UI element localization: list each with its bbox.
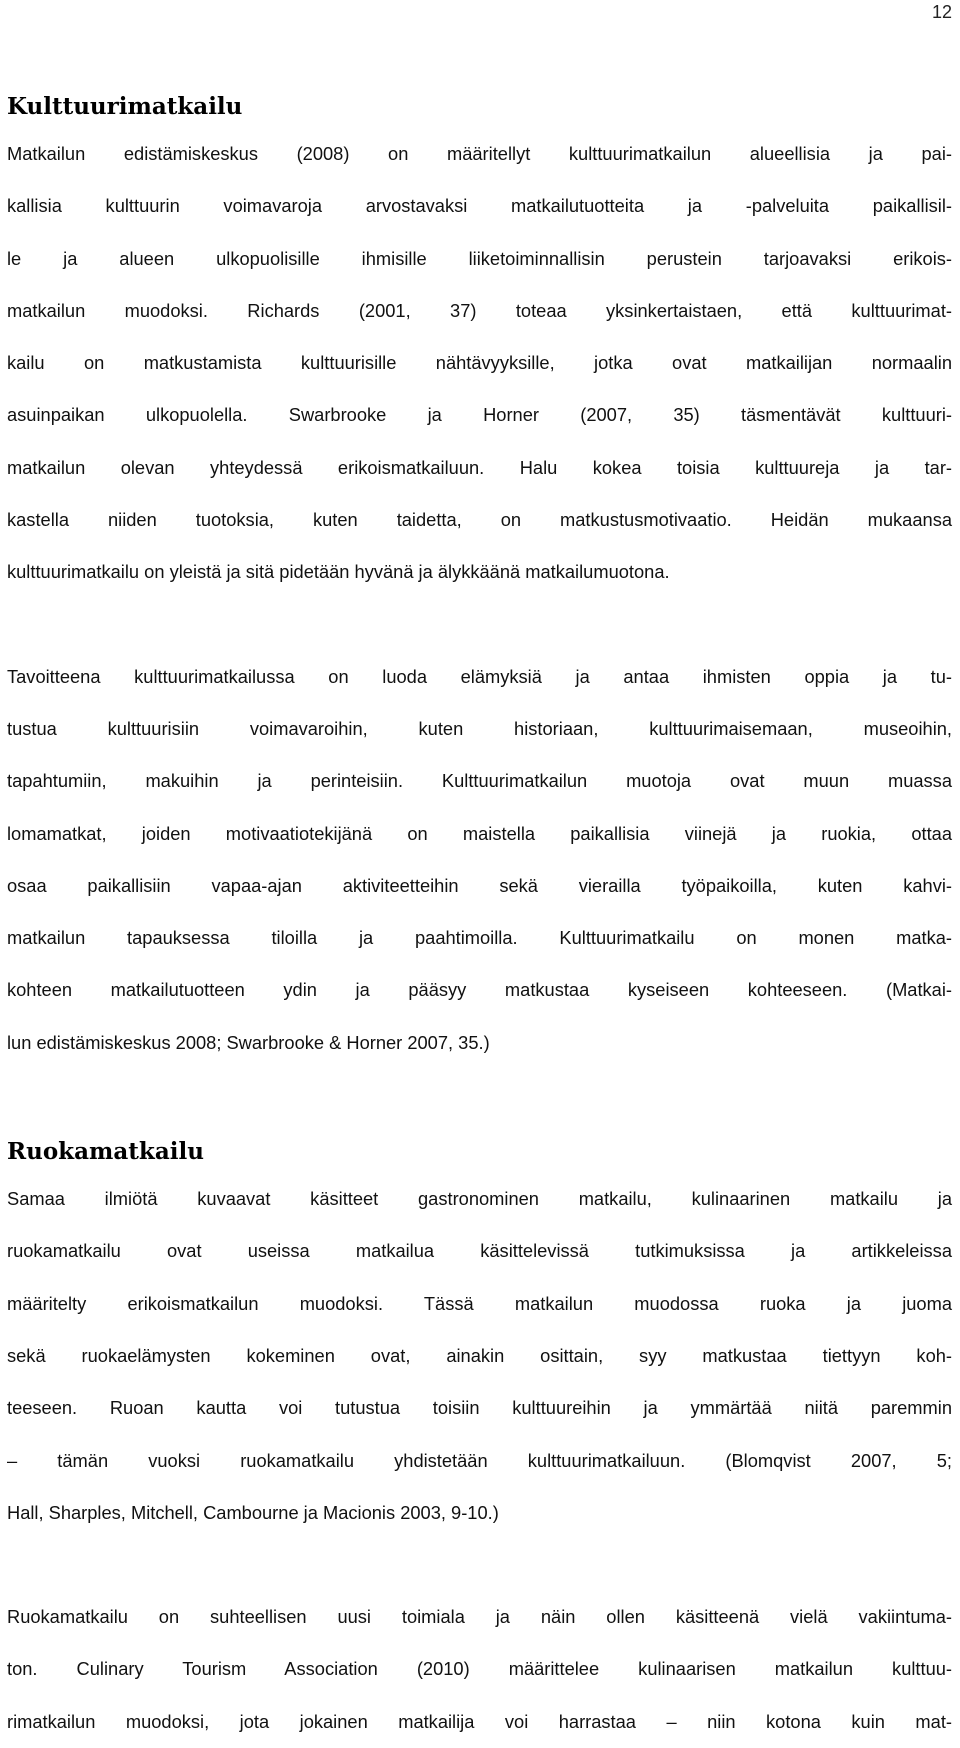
text-line: määritelty erikoismatkailun muodoksi. Tässä matkailun muodossa ruoka ja juoma bbox=[7, 1292, 952, 1314]
section-heading-ruokamatkailu: Ruokamatkailu bbox=[7, 1138, 204, 1166]
text-line: sekä ruokaelämysten kokeminen ovat, ainakin osittain, syy matkustaa tiettyyn koh- bbox=[7, 1344, 952, 1366]
text-line: ruokamatkailu ovat useissa matkailua käsittelevissä tutkimuksissa ja artikkeleissa bbox=[7, 1240, 952, 1262]
text-line: tustua kulttuurisiin voimavaroihin, kuten historiaan, kulttuurimaisemaan, museoihin, bbox=[7, 717, 952, 739]
text-line: lomamatkat, joiden motivaatiotekijänä on maistella paikallisia viinejä ja ruokia, ottaa bbox=[7, 822, 952, 844]
section-heading-kulttuurimatkailu: Kulttuurimatkailu bbox=[7, 93, 243, 120]
text-line: Matkailun edistämiskeskus (2008) on määritellyt kulttuurimatkailun alueellisia ja pai- bbox=[7, 143, 952, 164]
text-line: rimatkailun muodoksi, jota jokainen matkailija voi harrastaa – niin kotona kuin mat- bbox=[7, 1710, 952, 1732]
text-line: matkailun muodoksi. Richards (2001, 37) toteaa yksinkertaistaen, että kulttuurimat- bbox=[7, 299, 952, 321]
paragraph bbox=[7, 651, 952, 1069]
paragraph bbox=[7, 1173, 952, 1539]
text-line: – tämän vuoksi ruokamatkailu yhdistetään kulttuurimatkailuun. (Blomqvist 2007, 5; bbox=[7, 1449, 952, 1471]
text-line: matkailun tapauksessa tiloilla ja paahtimoilla. Kulttuurimatkailu on monen matka- bbox=[7, 927, 952, 949]
text-line: Ruokamatkailu on suhteellisen uusi toimiala ja näin ollen käsitteenä vielä vakiintuma- bbox=[7, 1606, 952, 1628]
text-line: Tavoitteena kulttuurimatkailussa on luoda elämyksiä ja antaa ihmisten oppia ja tu- bbox=[7, 665, 952, 687]
text-line: teeseen. Ruoan kautta voi tutustua toisiin kulttuureihin ja ymmärtää niitä paremmin bbox=[7, 1397, 952, 1419]
paragraph-spacer bbox=[7, 1539, 952, 1591]
text-line: Hall, Sharples, Mitchell, Cambourne ja Macionis 2003, 9-10.) bbox=[7, 1501, 499, 1523]
text-line: kohteen matkailutuotteen ydin ja pääsyy matkustaa kyseiseen kohteeseen. (Matkai- bbox=[7, 979, 952, 1001]
text-line: kallisia kulttuurin voimavaroja arvostavaksi matkailutuotteita ja -palveluita paikallisil- bbox=[7, 195, 952, 217]
paragraph bbox=[7, 1591, 952, 1748]
text-line: le ja alueen ulkopuolisille ihmisille liiketoiminnallisin perustein tarjoavaksi erikois- bbox=[7, 247, 952, 269]
document-body bbox=[7, 92, 952, 1748]
section-spacer bbox=[7, 1069, 952, 1137]
text-line: kastella niiden tuotoksia, kuten taidetta, on matkustusmotivaatio. Heidän mukaansa bbox=[7, 509, 952, 531]
text-line: tapahtumiin, makuihin ja perinteisiin. Kulttuurimatkailun muotoja ovat muun muassa bbox=[7, 770, 952, 792]
paragraph bbox=[7, 128, 952, 599]
text-line: Samaa ilmiötä kuvaavat käsitteet gastronominen matkailu, kulinaarinen matkailu ja bbox=[7, 1188, 952, 1210]
text-line: matkailun olevan yhteydessä erikoismatkailuun. Halu kokea toisia kulttuureja ja tar- bbox=[7, 456, 952, 478]
paragraph-spacer bbox=[7, 599, 952, 651]
text-line: ton. Culinary Tourism Association (2010) määrittelee kulinaarisen matkailun kulttuu- bbox=[7, 1658, 952, 1680]
text-line: kulttuurimatkailu on yleistä ja sitä pidetään hyvänä ja älykkäänä matkailumuotona. bbox=[7, 561, 670, 583]
text-line: lun edistämiskeskus 2008; Swarbrooke & Horner 2007, 35.) bbox=[7, 1031, 490, 1053]
text-line: asuinpaikan ulkopuolella. Swarbrooke ja Horner (2007, 35) täsmentävät kulttuuri- bbox=[7, 404, 952, 426]
text-line: osaa paikallisiin vapaa-ajan aktiviteetteihin sekä vierailla työpaikoilla, kuten kahvi- bbox=[7, 874, 952, 896]
page-number: 12 bbox=[931, 2, 952, 22]
text-line: kailu on matkustamista kulttuurisille nähtävyyksille, jotka ovat matkailijan normaalin bbox=[7, 352, 952, 374]
